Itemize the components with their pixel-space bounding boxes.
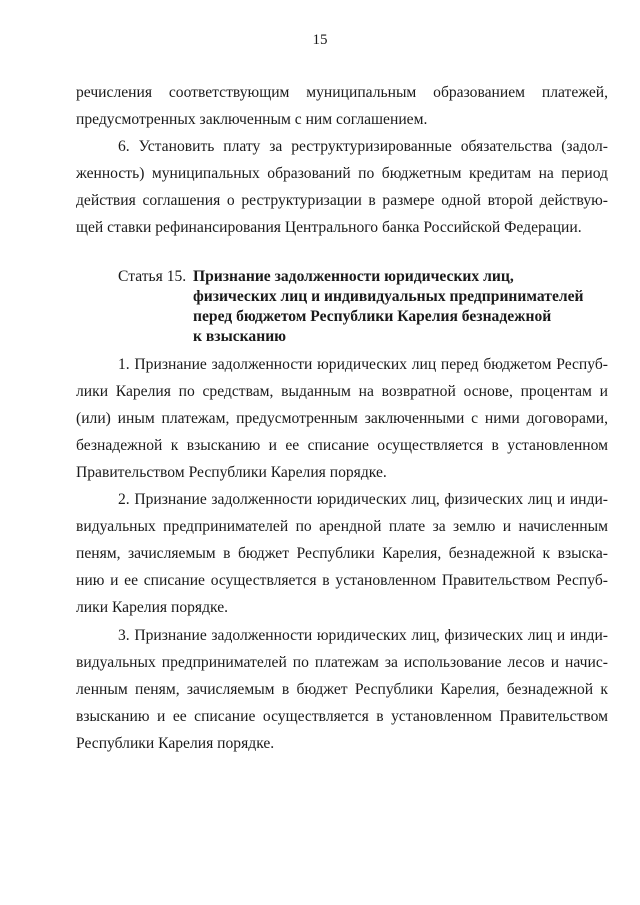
text-line: ленным пеням, зачисляемым в бюджет Республики Карелия, безнадежной к xyxy=(76,681,608,698)
text-line: Правительством Республики Карелия порядке. xyxy=(76,464,387,481)
article-title-line: к взысканию xyxy=(193,328,287,345)
text-line: лики Карелия по средствам, выданным на возвратной основе, процентам и xyxy=(76,383,608,400)
text-line: (или) иным платежам, предусмотренным заключенными с ними договорами, xyxy=(76,410,608,427)
text-line: женность) муниципальных образований по бюджетным кредитам на период xyxy=(76,165,608,182)
article-title-line: Признание задолженности юридических лиц, xyxy=(193,268,514,285)
article-label: Статья 15. xyxy=(118,268,187,285)
text-line: действия соглашения о реструктуризации в размере одной второй действую- xyxy=(76,192,608,209)
text-line: видуальных предпринимателей по платежам за использование лесов и начис- xyxy=(76,654,608,671)
text-line: нию и ее списание осуществляется в установленном Правительством Респуб- xyxy=(76,572,608,589)
text-line: лики Карелия порядке. xyxy=(76,599,229,616)
text-line: речисления соответствующим муниципальным образованием платежей, xyxy=(76,84,608,101)
text-line: щей ставки рефинансирования Центрального банка Российской Федерации. xyxy=(76,219,582,236)
text-line: взысканию и ее списание осуществляется в установленном Правительством xyxy=(76,708,608,725)
article-title-line: физических лиц и индивидуальных предпринимателей xyxy=(193,288,584,305)
page-number: 15 xyxy=(312,32,328,48)
article-title-line: перед бюджетом Республики Карелия безнадежной xyxy=(193,308,552,325)
text-line: видуальных предпринимателей по арендной плате за землю и начисленным xyxy=(76,518,608,535)
text-line: Республики Карелия порядке. xyxy=(76,735,275,752)
text-line: пеням, зачисляемым в бюджет Республики Карелия, безнадежной к взыска- xyxy=(76,545,608,562)
text-line: 3. Признание задолженности юридических лиц, физических лиц и инди- xyxy=(118,627,608,644)
text-line: 1. Признание задолженности юридических лиц перед бюджетом Респуб- xyxy=(118,356,608,373)
text-line: предусмотренных заключенным с ним соглашением. xyxy=(76,111,428,128)
text-line: безнадежной к взысканию и ее списание осуществляется в установленном xyxy=(76,437,608,454)
text-line: 6. Установить плату за реструктуризированные обязательства (задол- xyxy=(118,138,608,155)
text-line: 2. Признание задолженности юридических лиц, физических лиц и инди- xyxy=(118,491,608,508)
